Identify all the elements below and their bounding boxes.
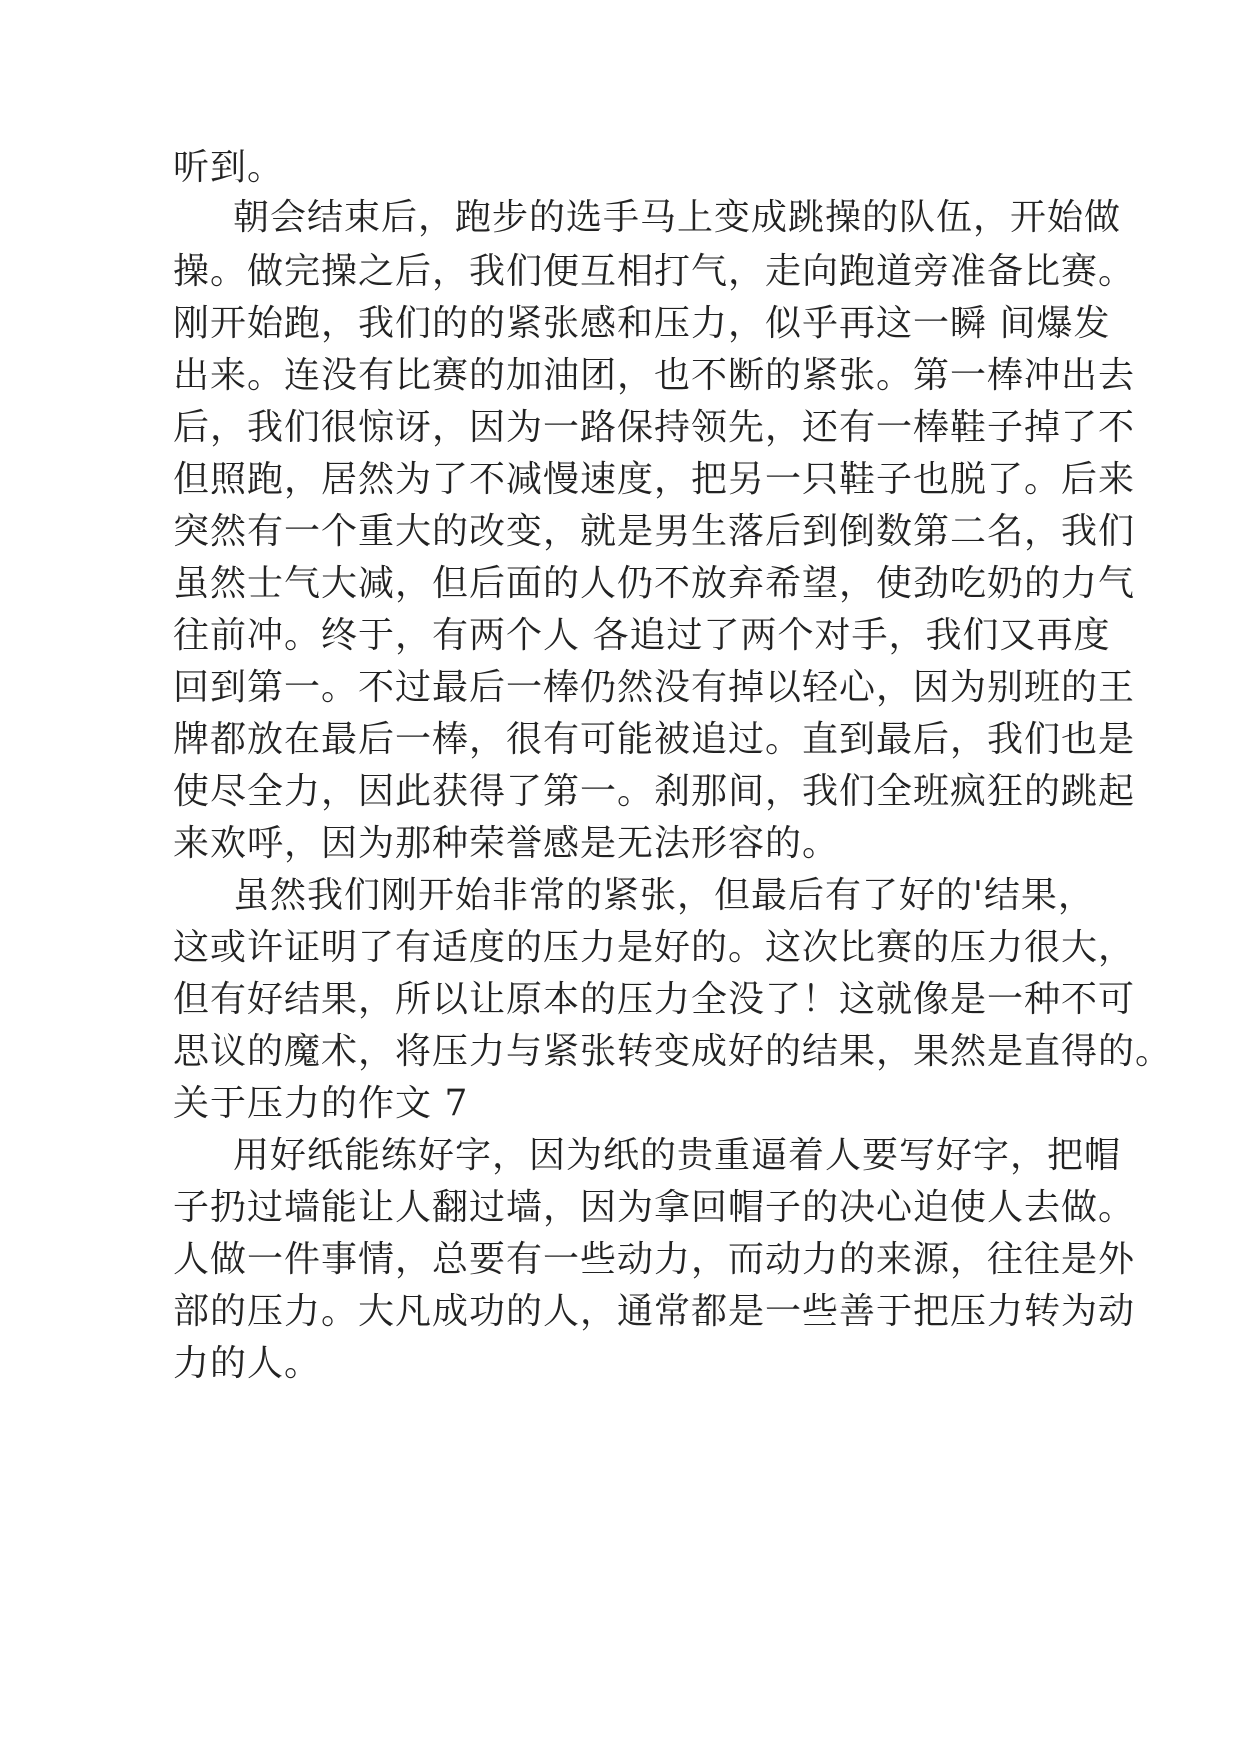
paragraph-start-line: 虽然我们刚开始非常的紧张，但最后有了好的'结果， [233, 875, 1095, 916]
text-line: 回到第一。不过最后一棒仍然没有掉以轻心，因为别班的王 [173, 667, 1136, 708]
section-heading: 关于压力的作文 7 [173, 1083, 469, 1124]
text-line: 虽然士气大减，但后面的人仍不放弃希望，使劲吃奶的力气 [173, 563, 1136, 604]
text-line: 出来。连没有比赛的加油团，也不断的紧张。第一棒冲出去 [173, 355, 1136, 396]
text-line: 操。做完操之后，我们便互相打气，走向跑道旁准备比赛。 [173, 251, 1136, 292]
text-line: 刚开始跑，我们的的紧张感和压力，似乎再这一瞬 间爆发 [173, 303, 1111, 344]
text-line: 往前冲。终于，有两个人 各追过了两个对手，我们又再度 [173, 615, 1111, 656]
text-line: 后，我们很惊讶，因为一路保持领先，还有一棒鞋子掉了不 [173, 407, 1136, 448]
text-line: 来欢呼，因为那种荣誉感是无法形容的。 [173, 823, 840, 864]
paragraph-start-line: 朝会结束后，跑步的选手马上变成跳操的队伍，开始做 [233, 197, 1122, 238]
text-line: 使尽全力，因此获得了第一。刹那间，我们全班疯狂的跳起 [173, 771, 1136, 812]
text-line: 但照跑，居然为了不减慢速度，把另一只鞋子也脱了。后来 [173, 459, 1136, 500]
text-line: 部的压力。大凡成功的人，通常都是一些善于把压力转为动 [173, 1291, 1136, 1332]
text-line: 但有好结果，所以让原本的压力全没了！这就像是一种不可 [173, 979, 1136, 1020]
text-line: 子扔过墙能让人翻过墙，因为拿回帽子的决心迫使人去做。 [173, 1187, 1136, 1228]
text-line: 人做一件事情，总要有一些动力，而动力的来源，往往是外 [173, 1239, 1136, 1280]
paragraph-start-line: 用好纸能练好字，因为纸的贵重逼着人要写好字，把帽 [233, 1135, 1122, 1176]
text-line: 听到。 [173, 147, 285, 188]
text-line: 牌都放在最后一棒，很有可能被追过。直到最后，我们也是 [173, 719, 1136, 760]
text-line: 这或许证明了有适度的压力是好的。这次比赛的压力很大， [173, 927, 1136, 968]
text-line: 力的人。 [173, 1343, 322, 1384]
text-line: 突然有一个重大的改变，就是男生落后到倒数第二名，我们 [173, 511, 1136, 552]
text-line: 思议的魔术，将压力与紧张转变成好的结果，果然是直得的。 [173, 1031, 1173, 1072]
